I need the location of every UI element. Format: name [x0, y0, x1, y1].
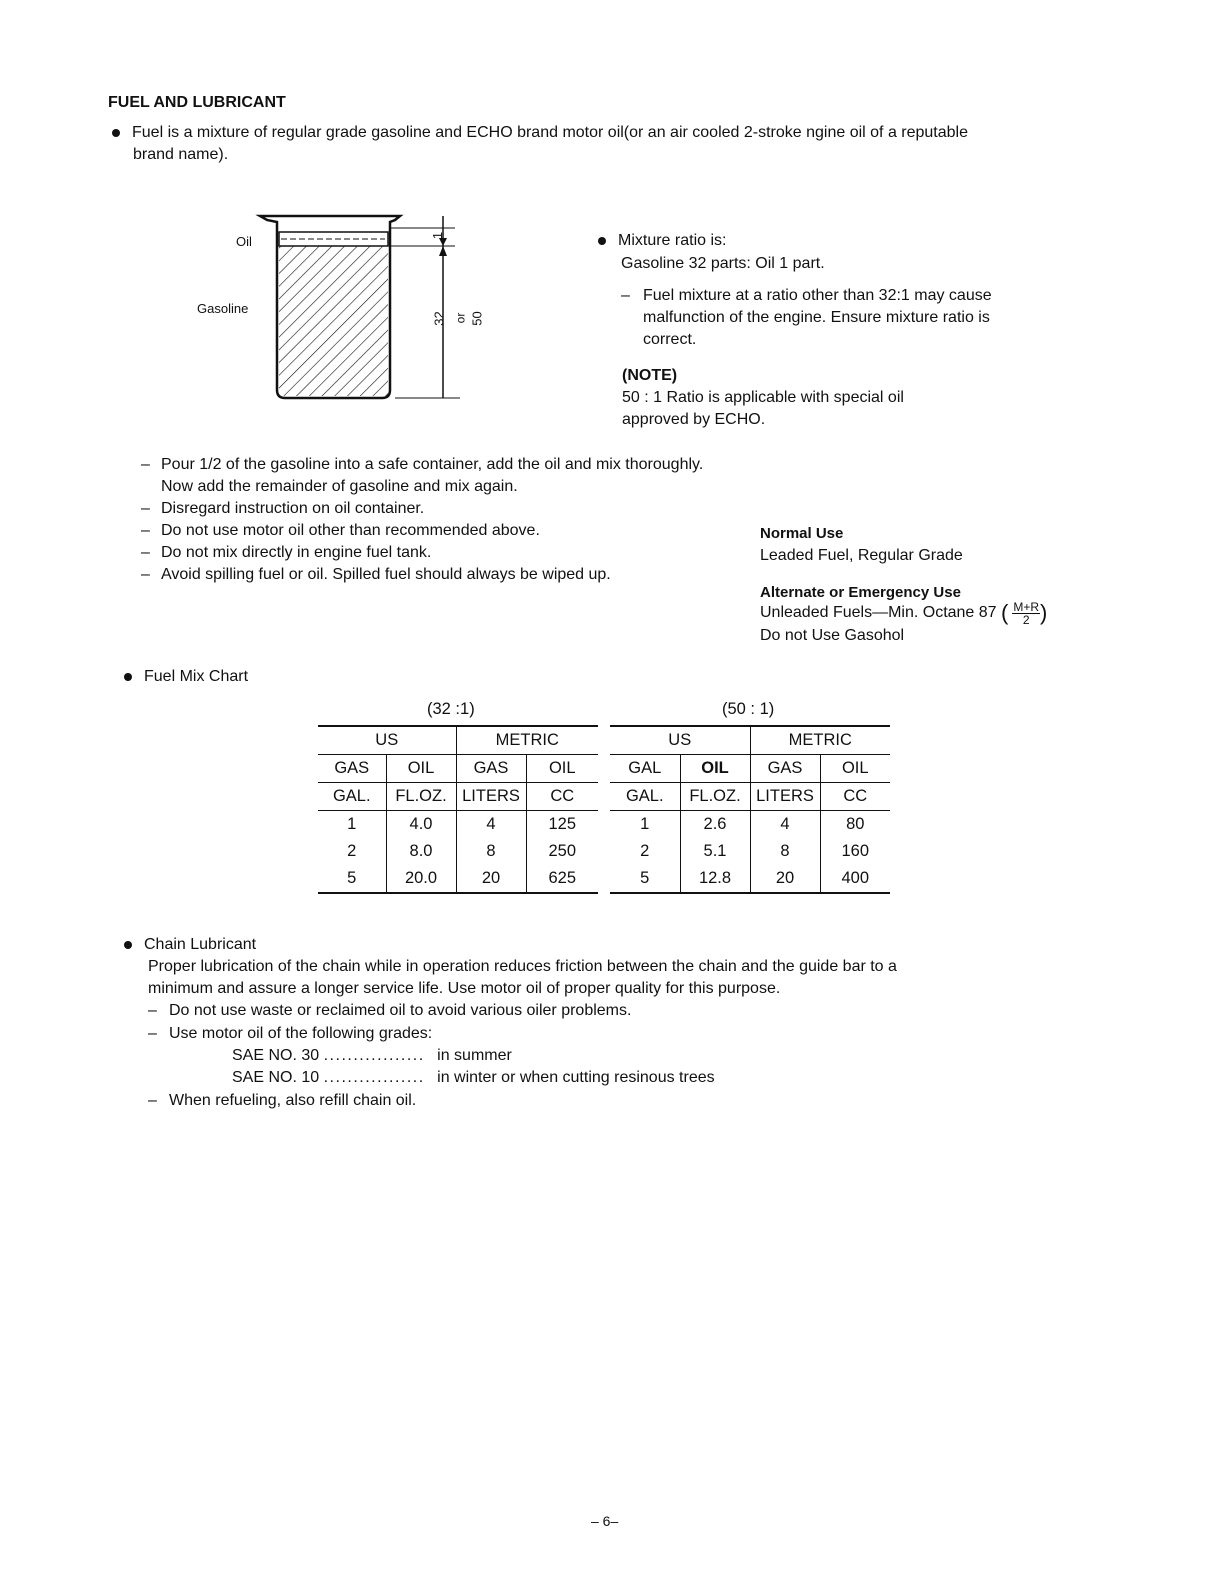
table-cell: 8 — [456, 838, 526, 865]
oil-label: Oil — [236, 234, 252, 249]
alternate-use-text: Unleaded Fuels—Min. Octane 87 ( $\frac{M+R}{2}$ ) — [760, 599, 1048, 627]
table-cell: 4 — [456, 811, 526, 839]
intro-line-1: Fuel is a mixture of regular grade gasoline and ECHO brand motor oil(or an air cooled 2-stroke ngine oil of a reputable — [112, 124, 968, 141]
mixing-instructions — [141, 454, 703, 586]
group-header: US — [318, 726, 456, 755]
oil-grade-use: in winter or when cutting resinous trees — [437, 1069, 715, 1086]
normal-use-label: Normal Use — [760, 525, 844, 542]
chain-item: – Do not use waste or reclaimed oil to avoid various oiler problems. — [148, 1002, 632, 1019]
table-cell: 125 — [548, 815, 577, 833]
unit-header: LITERS — [750, 783, 820, 811]
table-cell: 2 — [610, 838, 680, 865]
section-title: FUEL AND LUBRICANT — [108, 94, 286, 111]
table-cell: 2 — [318, 838, 386, 865]
oil-grade-dots: ................. — [323, 1069, 425, 1086]
table-cell: 20 — [456, 865, 526, 893]
column-header: GAS — [750, 755, 820, 783]
table-cell: 400 — [820, 865, 890, 893]
octane-formula: $\frac{M+R}{2}$ — [1013, 599, 1040, 627]
note-line-2: approved by ECHO. — [622, 411, 766, 428]
table-cell: 12.8 — [680, 865, 750, 893]
chain-paragraph-1: Proper lubrication of the chain while in operation reduces friction between the chain and the guide bar to a — [148, 958, 897, 975]
mixture-heading-text: Mixture ratio is: — [598, 232, 726, 249]
instruction-item: – Do not mix directly in engine fuel tank. — [141, 544, 432, 561]
table-cell: 250 — [548, 842, 577, 860]
intro-line-2: brand name). — [133, 146, 229, 163]
table-cell: 5 — [610, 865, 680, 893]
fuel-mix-chart-heading — [124, 666, 248, 688]
instruction-item: – Avoid spilling fuel or oil. Spilled fuel should always be wiped up. — [141, 566, 611, 583]
table-cell: 1 — [318, 811, 386, 839]
unit-header: FL.OZ. — [386, 783, 456, 811]
normal-use-text: Leaded Fuel, Regular Grade — [760, 547, 963, 564]
fuel-beaker-diagram — [255, 208, 485, 408]
chain-item: – When refueling, also refill chain oil. — [148, 1092, 417, 1109]
mixture-warning-2: malfunction of the engine. Ensure mixture ratio is — [643, 309, 990, 326]
table-cell: 8.0 — [386, 838, 456, 865]
chain-lubricant-title: Chain Lubricant — [124, 936, 256, 953]
table-cell: 5.1 — [680, 838, 750, 865]
fuel-mix-chart-title: Fuel Mix Chart — [124, 668, 248, 685]
mixture-heading — [598, 230, 726, 252]
group-header: METRIC — [750, 726, 890, 755]
table-cell: 1 — [610, 811, 680, 839]
oil-grade-name: SAE NO. 10 — [232, 1069, 320, 1086]
column-header: OIL — [526, 755, 598, 783]
column-header: GAS — [318, 755, 386, 783]
fuel-mix-table-50-1 — [610, 725, 890, 894]
unit-header: FL.OZ. — [680, 783, 750, 811]
chain-lubricant-heading — [124, 934, 256, 956]
page-number: – 6– — [591, 1513, 619, 1529]
alternate-use-label: Alternate or Emergency Use — [760, 584, 961, 601]
group-header: US — [610, 726, 750, 755]
instruction-item: – Do not use motor oil other than recommended above. — [141, 522, 540, 539]
unit-header: GAL. — [610, 783, 680, 811]
oil-grade-row — [232, 1045, 512, 1067]
ratio-one: 1 — [430, 231, 446, 240]
gasoline-label: Gasoline — [197, 301, 249, 316]
note-label: (NOTE) — [622, 367, 678, 384]
oil-grade-use: in summer — [437, 1047, 512, 1064]
oil-grade-dots: ................. — [323, 1047, 425, 1064]
mixture-warning-1: – Fuel mixture at a ratio other than 32:1 may cause — [621, 287, 992, 304]
ratio-50: 50 — [469, 311, 485, 326]
column-header: OIL — [680, 755, 750, 783]
ratio-or: or — [453, 312, 468, 324]
ratio-32-label: (32 :1) — [427, 700, 475, 718]
column-header: GAS — [456, 755, 526, 783]
mixture-warning-line: Fuel mixture at a ratio other than 32:1 may cause — [643, 287, 992, 304]
table-cell: 8 — [750, 838, 820, 865]
gasohol-warning: Do not Use Gasohol — [760, 627, 905, 644]
unit-header: GAL. — [318, 783, 386, 811]
oil-grade-name: SAE NO. 30 — [232, 1047, 320, 1064]
table-cell: 20 — [750, 865, 820, 893]
instruction-item: – Disregard instruction on oil container. — [141, 500, 425, 517]
unit-header: LITERS — [456, 783, 526, 811]
group-header: METRIC — [456, 726, 598, 755]
unit-header: CC — [820, 783, 890, 811]
mixture-warning-3: correct. — [643, 331, 697, 348]
column-header: OIL — [820, 755, 890, 783]
fuel-mix-table-32-1 — [318, 725, 598, 894]
unit-header: CC — [526, 783, 598, 811]
instruction-item-continued: Now add the remainder of gasoline and mix again. — [161, 478, 518, 495]
table-cell: 5 — [318, 865, 386, 893]
chain-item: – Use motor oil of the following grades: — [148, 1025, 433, 1042]
table-cell: 625 — [526, 865, 598, 893]
intro-paragraph — [112, 122, 968, 144]
instruction-item: – Pour 1/2 of the gasoline into a safe container, add the oil and mix thoroughly. — [141, 456, 704, 473]
table-cell: 20.0 — [386, 865, 456, 893]
ratio-50-label: (50 : 1) — [722, 700, 775, 718]
column-header: GAL — [610, 755, 680, 783]
chain-paragraph-2: minimum and assure a longer service life. Use motor oil of proper quality for this purpose. — [148, 980, 781, 997]
table-cell: 4 — [750, 811, 820, 839]
table-cell: 2.6 — [680, 811, 750, 839]
table-cell: 80 — [846, 815, 865, 833]
table-cell: 160 — [841, 842, 870, 860]
ratio-32: 32 — [431, 311, 447, 326]
octane-text: Unleaded Fuels—Min. Octane 87 — [760, 604, 997, 622]
table-cell: 4.0 — [386, 811, 456, 839]
mixture-parts: Gasoline 32 parts: Oil 1 part. — [621, 255, 825, 272]
column-header: OIL — [386, 755, 456, 783]
note-line-1: 50 : 1 Ratio is applicable with special oil — [622, 389, 904, 406]
oil-grade-row — [232, 1067, 715, 1089]
